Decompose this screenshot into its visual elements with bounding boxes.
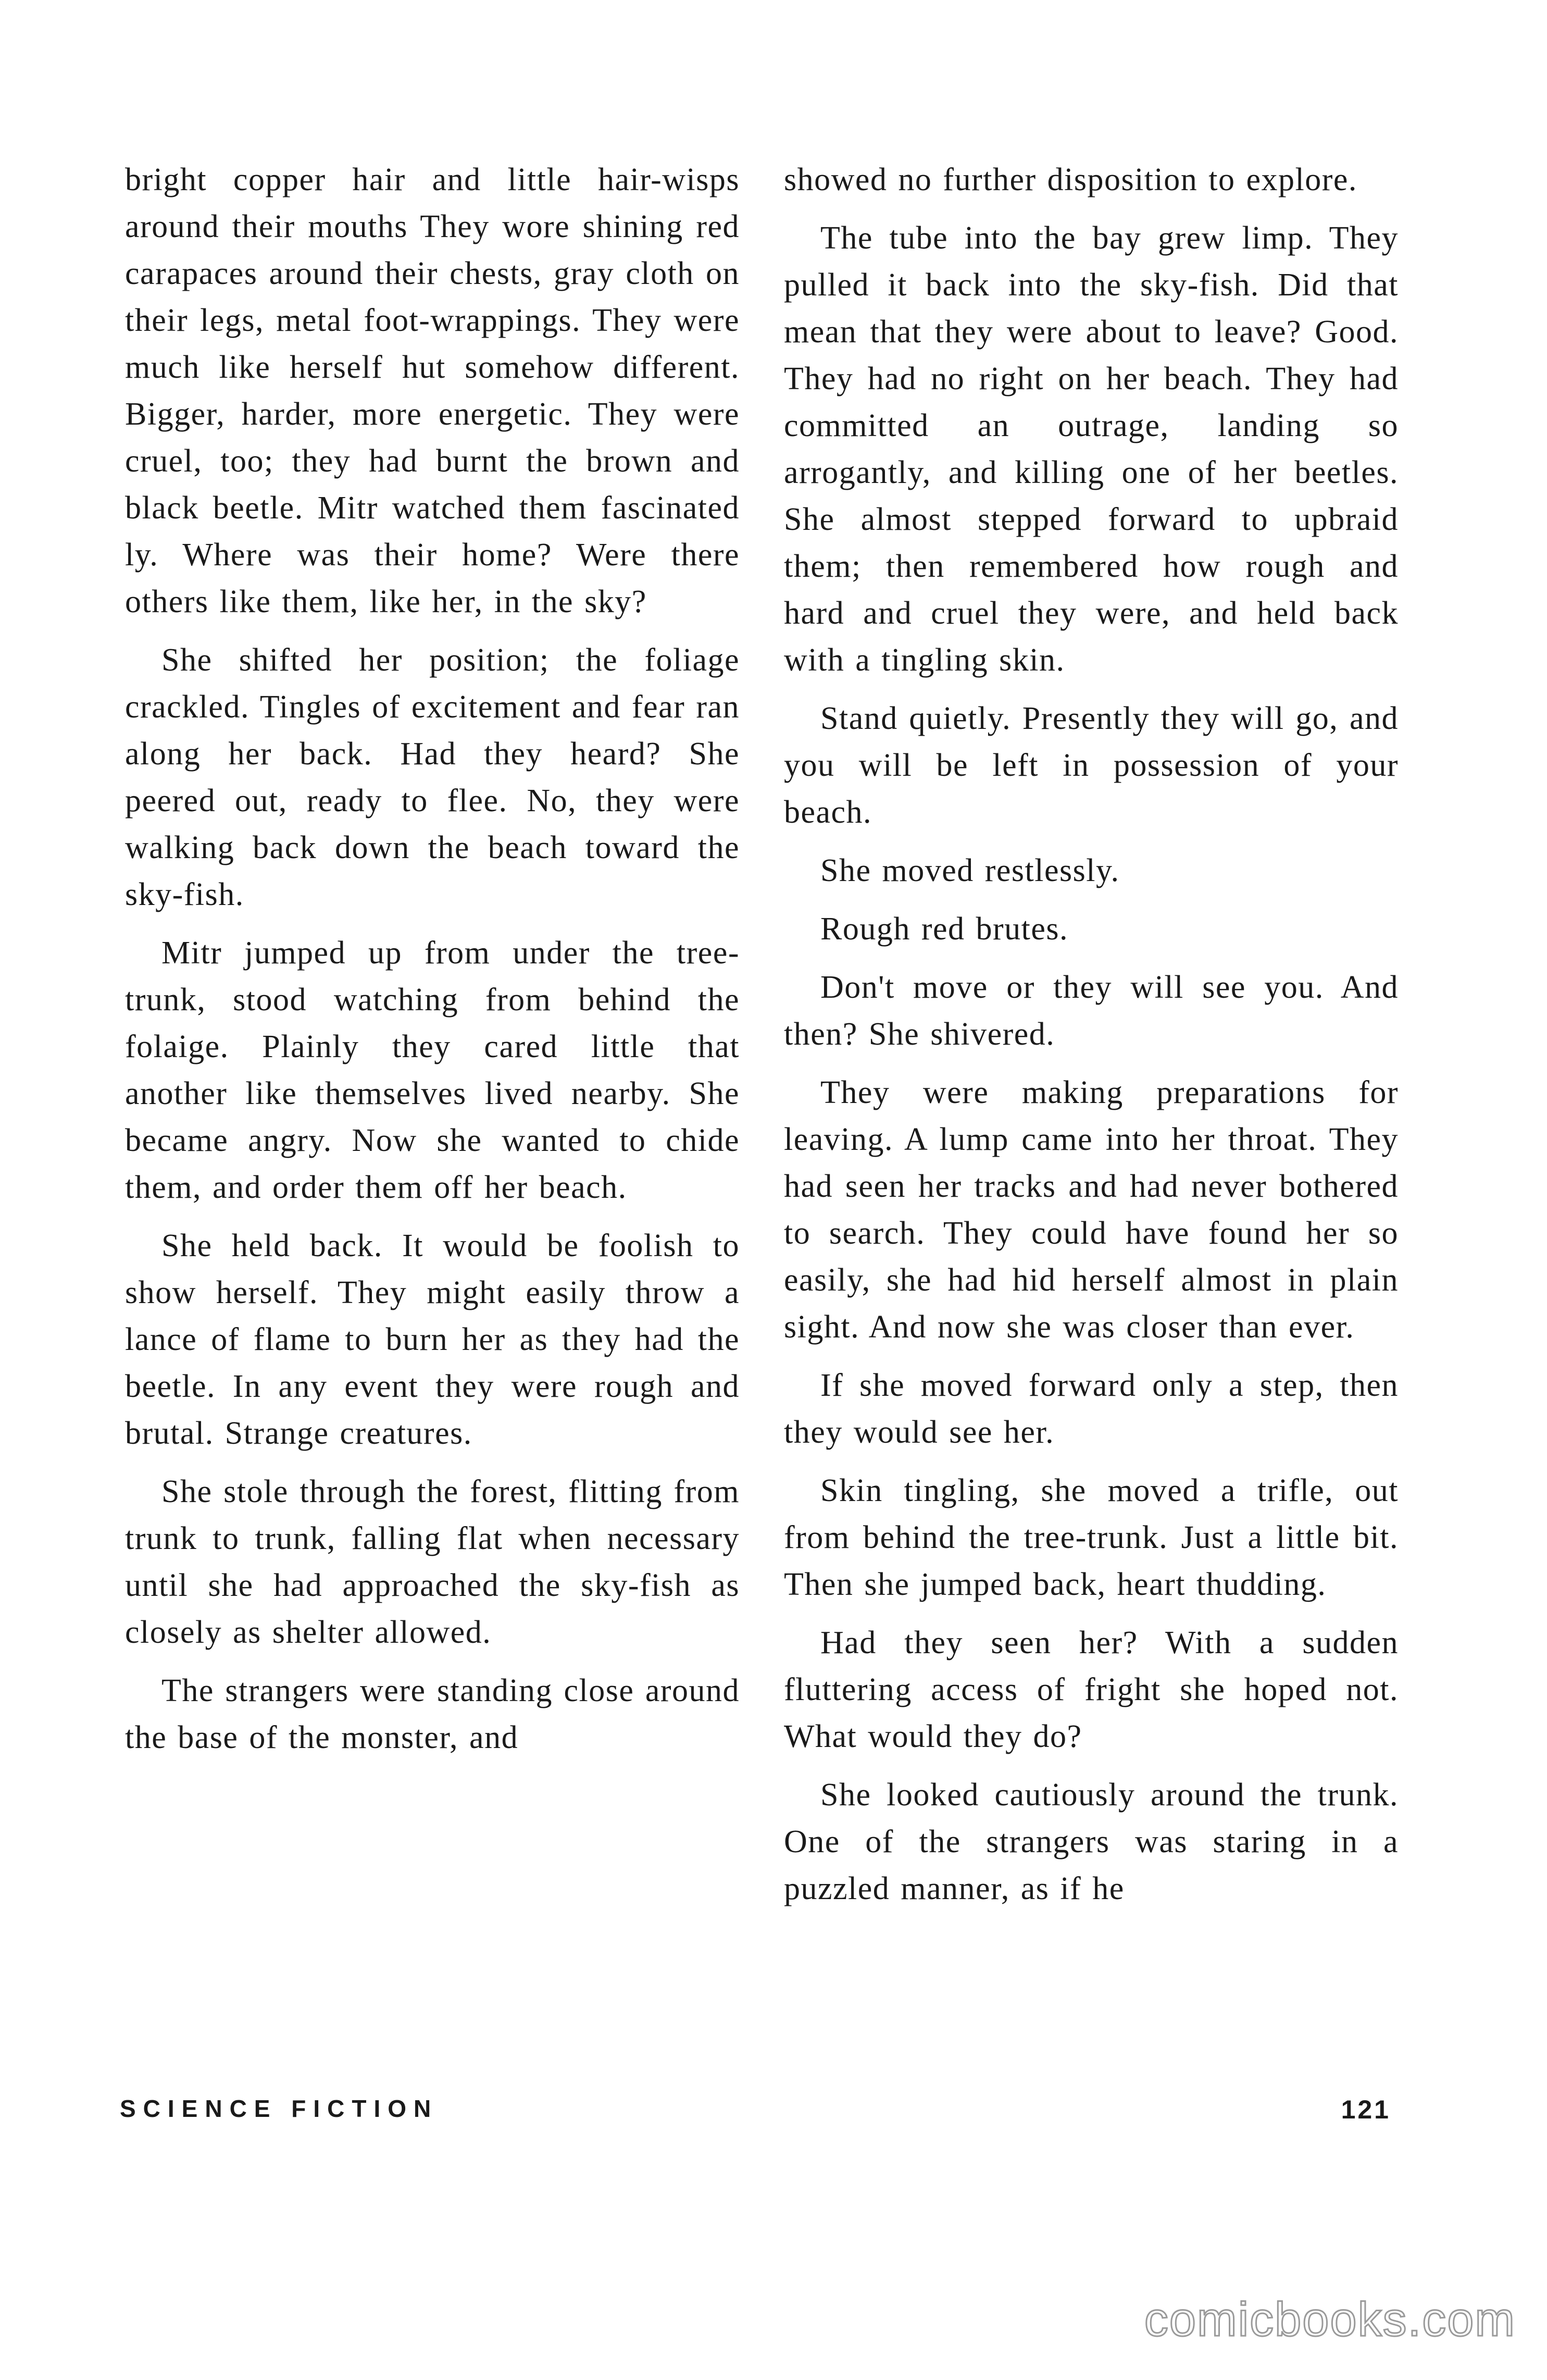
page-number: 121: [1341, 2095, 1391, 2124]
paragraph: showed no further disposition to explore.: [784, 162, 1357, 197]
paragraph: She held back. It would be foolish to show herself. They might easily throw a lance of flame to burn her as they had the beetle. In any event they were rough and brutal. Strange creatures.: [125, 1228, 740, 1451]
paragraph: The strangers were standing close around the base of the monster, and: [125, 1673, 740, 1755]
paragraph: She moved restlessly.: [820, 853, 1120, 888]
magazine-title: SCIENCE FICTION: [120, 2095, 439, 2122]
paragraph: If she moved forward only a step, then they would see her.: [784, 1368, 1399, 1450]
page-footer: [120, 2094, 1391, 2141]
paragraph: Don't move or they will see you. And then? She shivered.: [784, 970, 1399, 1052]
paragraph: Rough red brutes.: [820, 911, 1069, 947]
paragraph: Stand quietly. Presently they will go, and you will be left in possession of your beach.: [784, 701, 1399, 830]
watermark-logo: comicbooks.com: [1144, 2293, 1516, 2346]
paragraph: She shifted her position; the foliage crackled. Tingles of excitement and fear ran along her back. Had they heard? She peered out, ready to flee. No, they were walking back down the beach toward the sky-fish.: [125, 642, 740, 912]
right-text-column: [784, 156, 1399, 1924]
paragraph: She stole through the forest, flitting from trunk to trunk, falling flat when necessary until she had approached the sky-fish as closely as shelter allowed.: [125, 1474, 740, 1650]
paragraph: Had they seen her? With a sudden fluttering access of fright she hoped not. What would they do?: [784, 1625, 1399, 1754]
paragraph: bright copper hair and little hair-wisps around their mouths They wore shining red carapaces around their chests, gray cloth on their legs, metal foot-wrappings. They were much like herself hut somehow different. Bigger, harder, more energetic. They were cruel, too; they had burnt the brown and black beetle. Mitr watched them fascinated ly. Where was their home? Were there others like them, like her, in the sky?: [125, 162, 740, 619]
paragraph: Mitr jumped up from under the tree-trunk, stood watching from behind the folaige. Plainly they cared little that another like themselves lived nearby. She became angry. Now she wanted to chide them, and order them off her beach.: [125, 935, 740, 1205]
paragraph: The tube into the bay grew limp. They pulled it back into the sky-fish. Did that mean that they were about to leave? Good. They had no right on her beach. They had committed an outrage, landing so arrogantly, and killing one of her beetles. She almost stepped forward to upbraid them; then remembered how rough and hard and cruel they were, and held back with a tingling skin.: [784, 220, 1399, 678]
paragraph: They were making preparations for leaving. A lump came into her throat. They had seen her tracks and had never bothered to search. They could have found her so easily, she had hid herself almost in plain sight. And now she was closer than ever.: [784, 1075, 1399, 1345]
paragraph: Skin tingling, she moved a trifle, out from behind the tree-trunk. Just a little bit. Then she jumped back, heart thudding.: [784, 1473, 1399, 1602]
paragraph: She looked cautiously around the trunk. One of the strangers was staring in a puzzled manner, as if he: [784, 1777, 1399, 1906]
left-text-column: [125, 156, 740, 1772]
